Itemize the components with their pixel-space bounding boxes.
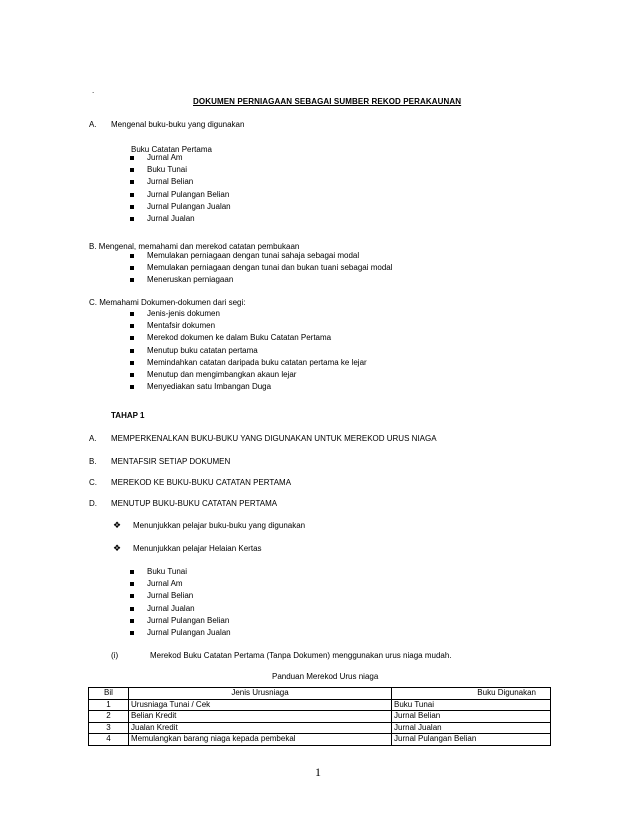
list-item: Menutup dan mengimbangkan akaun lejar [127,369,367,381]
step-d-text: MENUTUP BUKU-BUKU CATATAN PERTAMA [111,499,278,508]
section-c-heading: C. Memahami Dokumen-dokumen dari segi: [89,298,246,307]
table-row [89,722,551,734]
cell-bil: 3 [89,722,129,734]
list-item: Jurnal Pulangan Belian [127,189,231,201]
step-b-letter: B. [89,457,97,466]
instruction-text: Merekod Buku Catatan Pertama (Tanpa Dokumen) menggunakan urus niaga mudah. [150,651,452,660]
table-row [89,711,551,723]
section-a-heading: Mengenal buku-buku yang digunakan [111,120,245,129]
step-c-text: MEREKOD KE BUKU-BUKU CATATAN PERTAMA [111,478,292,487]
list-item: Buku Tunai [127,164,231,176]
step-b-text: MENTAFSIR SETIAP DOKUMEN [111,457,231,466]
step-a-text: MEMPERKENALKAN BUKU-BUKU YANG DIGUNAKAN UNTUK MEREKOD URUS NIAGA [111,434,437,443]
header-bil: Bil [89,688,129,700]
list-item: Menyediakan satu Imbangan Duga [127,381,367,393]
section-b-list [127,250,393,287]
guide-table [88,687,551,746]
step-c-letter: C. [89,478,97,487]
cell-jenis: Jualan Kredit [129,722,392,734]
instruction-number: (i) [111,651,119,660]
table-row [89,734,551,746]
list-item: Merekod dokumen ke dalam Buku Catatan Pertama [127,332,367,344]
list-item: Jurnal Belian [127,176,231,188]
cell-buku: Jurnal Belian [392,711,551,723]
cell-bil: 1 [89,699,129,711]
list-item: Jurnal Jualan [127,213,231,225]
table-caption: Panduan Merekod Urus niaga [272,672,379,681]
section-c-list [127,308,367,393]
section-b-heading: B. Mengenal, memahami dan merekod catatan pembukaan [89,242,300,251]
page-number: 1 [315,765,321,779]
diamond-list-1 [113,520,305,532]
list-item: Memindahkan catatan daripada buku catatan pertama ke lejar [127,357,367,369]
list-item: Jurnal Am [127,152,231,164]
cell-buku: Jurnal Pulangan Belian [392,734,551,746]
tahap-book-list [127,566,231,639]
table-row [89,699,551,711]
step-a-letter: A. [89,434,97,443]
section-a-letter: A. [89,120,97,129]
cell-jenis: Urusniaga Tunai / Cek [129,699,392,711]
list-item: Memulakan perniagaan dengan tunai dan bukan tuani sebagai modal [127,262,393,274]
step-d-letter: D. [89,499,97,508]
list-item: Jenis-jenis dokumen [127,308,367,320]
list-item: Jurnal Pulangan Jualan [127,627,231,639]
list-item: Menutup buku catatan pertama [127,345,367,357]
list-item: Meneruskan perniagaan [127,274,393,286]
section-a-list [127,152,231,225]
section-a-subheading: Buku Catatan Pertama [131,145,212,154]
cell-jenis: Memulangkan barang niaga kepada pembekal [129,734,392,746]
list-item: Mentafsir dokumen [127,320,367,332]
list-item: Jurnal Pulangan Belian [127,615,231,627]
stray-dot: . [92,86,95,95]
diamond-item: ❖ Menunjukkan pelajar Helaian Kertas [113,543,262,555]
header-buku: Buku Digunakan [392,688,551,700]
list-item: Jurnal Pulangan Jualan [127,201,231,213]
list-item: Jurnal Jualan [127,603,231,615]
list-item: Jurnal Am [127,578,231,590]
cell-bil: 2 [89,711,129,723]
document-title: DOKUMEN PERNIAGAAN SEBAGAI SUMBER REKOD PERAKAUNAN [193,97,462,106]
cell-buku: Jurnal Jualan [392,722,551,734]
cell-bil: 4 [89,734,129,746]
table-header-row [89,688,551,700]
cell-jenis: Belian Kredit [129,711,392,723]
list-item: Memulakan perniagaan dengan tunai sahaja sebagai modal [127,250,393,262]
list-item: Jurnal Belian [127,590,231,602]
diamond-list-2 [113,543,262,555]
cell-buku: Buku Tunai [392,699,551,711]
tahap-label: TAHAP 1 [111,411,145,420]
header-jenis: Jenis Urusniaga [129,688,392,700]
diamond-item: ❖ Menunjukkan pelajar buku-buku yang digunakan [113,520,305,532]
list-item: Buku Tunai [127,566,231,578]
